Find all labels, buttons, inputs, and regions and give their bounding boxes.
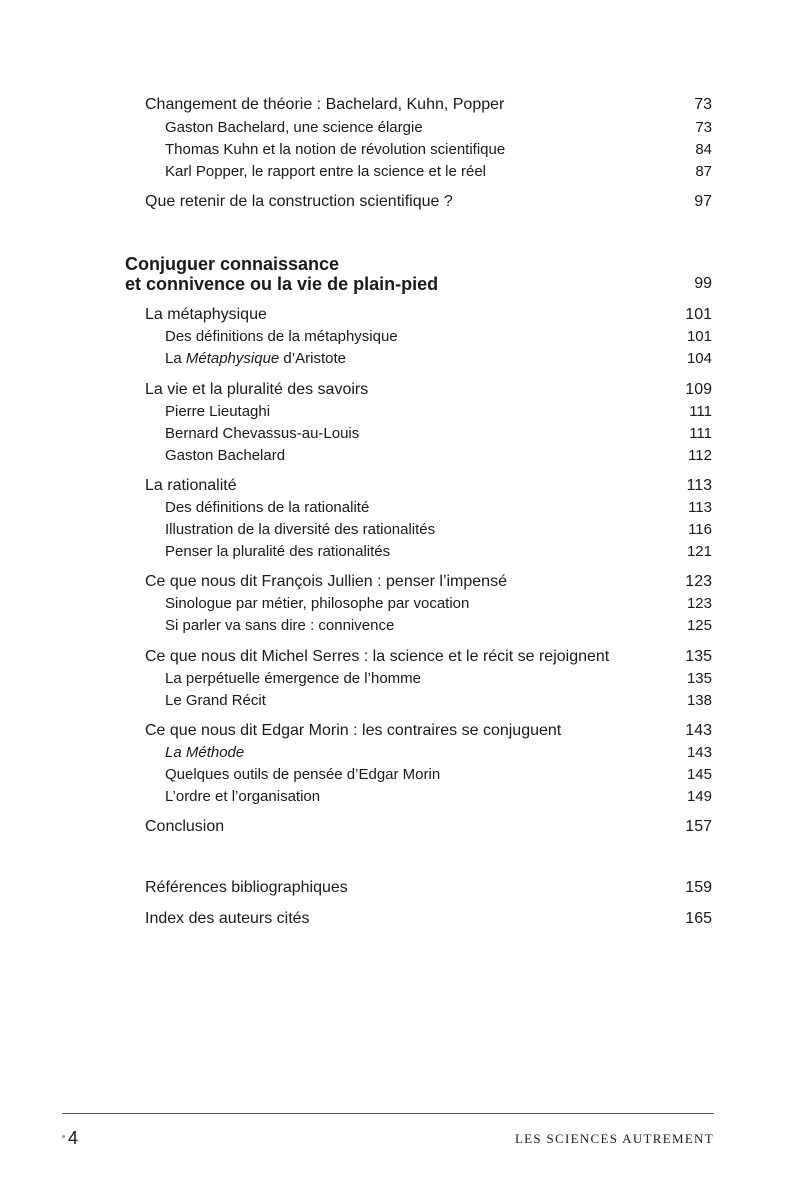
toc-entry-title: Ce que nous dit Michel Serres : la science et le récit se rejoignent xyxy=(145,648,610,665)
toc-entry-title: La métaphysique xyxy=(145,306,267,323)
toc-subentry-title: Sinologue par métier, philosophe par vocation xyxy=(165,595,470,612)
toc-entry-page: 135 xyxy=(685,648,712,665)
toc-entry-title: Index des auteurs cités xyxy=(145,910,310,927)
toc-subentry-page: 73 xyxy=(695,119,712,136)
toc-subentry-title xyxy=(165,744,244,761)
toc-subentry xyxy=(165,543,712,560)
toc-subentry xyxy=(165,499,712,516)
toc-entry xyxy=(145,193,712,211)
toc-subentry-page: 84 xyxy=(695,141,712,158)
toc-subentry-page: 125 xyxy=(686,617,712,634)
toc-subentry-title: Gaston Bachelard, une science élargie xyxy=(165,119,423,136)
toc-subentry-page: 135 xyxy=(686,670,712,687)
chapter-page: 99 xyxy=(694,275,712,292)
toc-subentry-title: Pierre Lieutaghi xyxy=(165,403,271,420)
toc-subentry xyxy=(165,119,712,136)
toc-entry-page: 123 xyxy=(685,573,712,590)
toc-subentry-page: 87 xyxy=(695,163,712,180)
toc-entry-page: 143 xyxy=(685,722,712,739)
toc-entry-title: Conclusion xyxy=(145,818,225,835)
toc-entry xyxy=(145,910,712,928)
toc-subentry xyxy=(165,670,712,687)
toc-subentry xyxy=(165,350,712,367)
toc-subentry xyxy=(165,521,712,538)
toc-subentry-page: 113 xyxy=(688,499,712,516)
toc-entry xyxy=(145,879,712,897)
toc-subentry-page: 111 xyxy=(689,425,712,442)
toc-entry-page: 165 xyxy=(685,910,712,927)
footer-bullet xyxy=(62,1135,65,1138)
toc-subentry xyxy=(165,744,712,761)
title-prefix: La xyxy=(165,350,186,367)
toc-subentry-title: Quelques outils de pensée d’Edgar Morin xyxy=(165,766,441,783)
toc-subentry-page: 116 xyxy=(688,521,712,538)
toc-subentry-title: Karl Popper, le rapport entre la science et le réel xyxy=(165,163,487,180)
toc-subentry-page: 111 xyxy=(689,403,712,420)
toc-entry xyxy=(145,818,712,836)
toc-subentry-title: Gaston Bachelard xyxy=(165,447,286,464)
toc-entry-page: 159 xyxy=(685,879,712,896)
toc-subentry-title: Bernard Chevassus-au-Louis xyxy=(165,425,360,442)
toc-subentry-title: Des définitions de la métaphysique xyxy=(165,328,398,345)
toc-subentry-page: 149 xyxy=(686,788,712,805)
toc-subentry-title: La perpétuelle émergence de l’homme xyxy=(165,670,421,687)
toc-subentry xyxy=(165,403,712,420)
title-italic: La Méthode xyxy=(165,744,245,761)
toc-entry xyxy=(145,96,712,114)
running-footer-title: LES SCIENCES AUTREMENT xyxy=(514,1131,714,1146)
toc-subentry xyxy=(165,425,712,442)
toc-subentry-page: 123 xyxy=(686,595,712,612)
toc-subentry-page: 143 xyxy=(686,744,712,761)
toc-entry xyxy=(145,477,712,495)
toc-entry-title: La rationalité xyxy=(145,477,237,494)
toc-entry-page: 101 xyxy=(685,306,712,323)
toc-entry-page: 109 xyxy=(685,381,712,398)
toc-subentry xyxy=(165,766,712,783)
toc-subentry-title xyxy=(165,350,346,367)
chapter-heading xyxy=(125,254,712,294)
toc-subentry-page: 104 xyxy=(686,350,712,367)
toc-subentry-title: Penser la pluralité des rationalités xyxy=(165,543,391,560)
chapter-title-line1: Conjuguer connaissance xyxy=(125,254,340,274)
footer-divider xyxy=(62,1113,714,1114)
toc-subentry-page: 101 xyxy=(686,328,712,345)
toc-entry xyxy=(145,573,712,591)
toc-subentry xyxy=(165,328,712,345)
toc-subentry-page: 138 xyxy=(686,692,712,709)
toc-entry-title: Ce que nous dit Edgar Morin : les contraires se conjuguent xyxy=(145,722,562,739)
toc-subentry-page: 121 xyxy=(686,543,712,560)
toc-entry-title: Changement de théorie : Bachelard, Kuhn, Popper xyxy=(145,96,505,113)
toc-subentry xyxy=(165,788,712,805)
toc-entry-page: 113 xyxy=(686,477,712,494)
toc-entry xyxy=(145,381,712,399)
toc-subentry-page: 112 xyxy=(688,447,712,464)
toc-entry-page: 97 xyxy=(694,193,712,210)
toc-entry-page: 73 xyxy=(694,96,712,113)
page-number: 4 xyxy=(68,1128,79,1148)
toc-subentry-title: Illustration de la diversité des rationalités xyxy=(165,521,436,538)
title-suffix: d’Aristote xyxy=(279,350,346,367)
toc-entry-title: La vie et la pluralité des savoirs xyxy=(145,381,369,398)
toc-entry-title: Références bibliographiques xyxy=(145,879,348,896)
toc-subentry-page: 145 xyxy=(686,766,712,783)
toc-subentry-title: Des définitions de la rationalité xyxy=(165,499,370,516)
toc-subentry xyxy=(165,163,712,180)
toc-subentry-title: Le Grand Récit xyxy=(165,692,266,709)
toc-subentry xyxy=(165,595,712,612)
toc-entry xyxy=(145,306,712,324)
chapter-title-line2: et connivence ou la vie de plain-pied xyxy=(125,274,439,294)
toc-subentry xyxy=(165,141,712,158)
toc-entry xyxy=(145,722,712,740)
toc-entry-title: Ce que nous dit François Jullien : penser l’impensé xyxy=(145,573,507,590)
toc-subentry-title: L’ordre et l’organisation xyxy=(165,788,321,805)
toc-entry xyxy=(145,648,712,666)
toc-entry-title: Que retenir de la construction scientifique ? xyxy=(145,193,453,210)
title-italic: Métaphysique xyxy=(185,350,280,367)
toc-subentry-title: Si parler va sans dire : connivence xyxy=(165,617,395,634)
toc-entry-page: 157 xyxy=(685,818,712,835)
toc-subentry xyxy=(165,617,712,634)
toc-subentry xyxy=(165,692,712,709)
toc-subentry-title: Thomas Kuhn et la notion de révolution scientifique xyxy=(165,141,506,158)
toc-subentry xyxy=(165,447,712,464)
